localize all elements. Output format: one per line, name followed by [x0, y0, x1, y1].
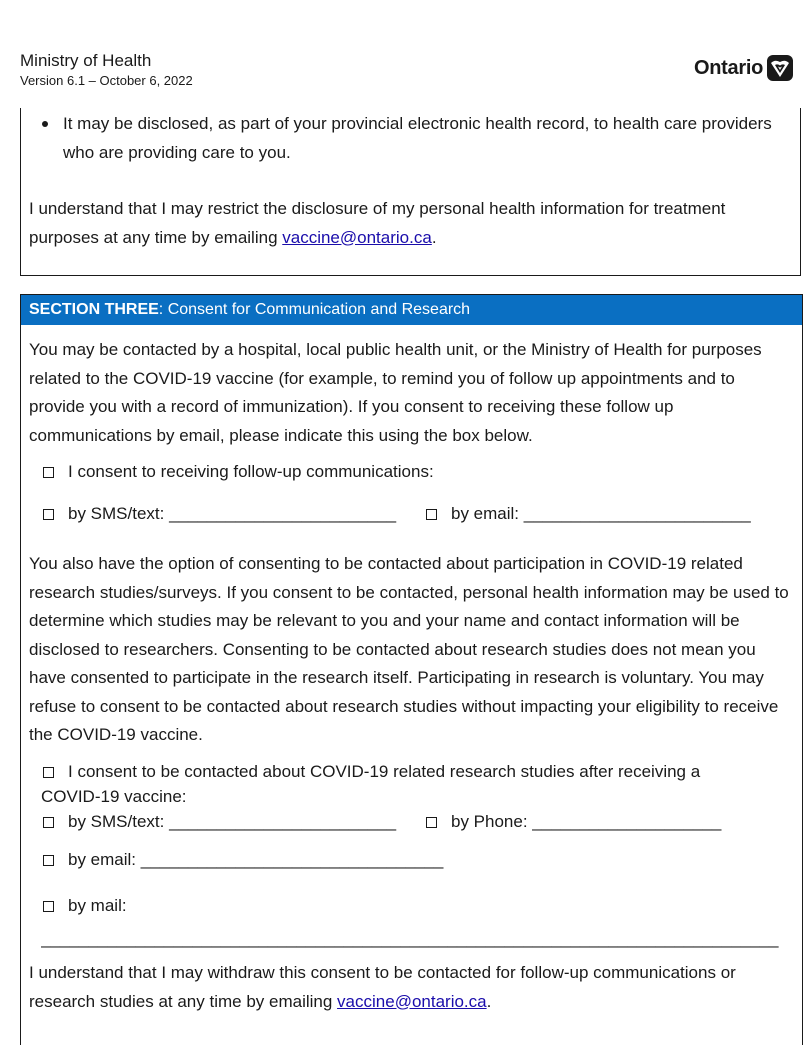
followup-email-row [426, 503, 751, 525]
followup-consent-label: I consent to receiving follow-up communications: [68, 462, 434, 481]
followup-sms-field[interactable]: ________________________ [169, 504, 397, 523]
research-consent-label-line1: I consent to be contacted about COVID-19 related research studies after receiving a [68, 762, 701, 781]
followup-sms-label: by SMS/text: [68, 504, 165, 523]
research-email-row [43, 849, 443, 871]
withdraw-end: . [486, 991, 492, 1011]
research-sms-field[interactable]: ________________________ [169, 812, 397, 831]
withdraw-email-link[interactable]: vaccine@ontario.ca [337, 991, 487, 1011]
bullet-icon [42, 121, 48, 127]
followup-sms-checkbox[interactable] [43, 509, 54, 520]
followup-sms-row [43, 503, 396, 525]
research-mail-field[interactable]: ______________________________________________________________________________ [41, 929, 779, 948]
section-three-box [20, 294, 803, 1045]
restrict-email-link[interactable]: vaccine@ontario.ca [282, 227, 432, 247]
logo-text: Ontario [694, 56, 764, 79]
followup-consent-checkbox[interactable] [43, 467, 54, 478]
research-consent-checkbox[interactable] [43, 767, 54, 778]
communication-intro: You may be contacted by a hospital, local public health unit, or the Ministry of Health for purposes related to the COVID-19 vaccine (for example, to remind you of follow up appointments and to provide you with a record of immunization). If you consent to receiving these follow up communications by email, please indicate this using the box below. [29, 340, 762, 445]
followup-email-label: by email: [451, 504, 520, 523]
section-three-heading [21, 295, 802, 325]
restrict-text: I understand that I may restrict the disclosure of my personal health information for treatment purposes at any time by emailing [29, 199, 726, 247]
research-sms-row [43, 811, 396, 833]
research-intro: You also have the option of consenting to be contacted about participation in COVID-19 related research studies/surveys. If you consent to be contacted, personal health information may be used to determine which studies may be relevant to you and your name and contact information will be disclosed to researchers. Consenting to be contacted about research studies does not mean you have consented to participate in the research itself. Participating in research is voluntary. You may refuse to consent to be contacted about research studies without impacting your eligibility to receive the COVID-19 vaccine. [29, 554, 789, 744]
section-two-continued-box [20, 108, 801, 276]
restrict-end: . [431, 227, 437, 247]
research-sms-label: by SMS/text: [68, 812, 165, 831]
followup-consent-row [43, 461, 434, 483]
section-three-title-rest: : Consent for Communication and Research [158, 301, 471, 318]
ministry-name: Ministry of Health [20, 51, 152, 70]
followup-email-checkbox[interactable] [426, 509, 437, 520]
bullet-text: It may be disclosed, as part of your provincial electronic health record, to health care providers who are providing care to you. [63, 114, 772, 162]
research-email-label: by email: [68, 850, 137, 869]
ontario-logo [694, 54, 793, 82]
followup-email-field[interactable]: ________________________ [523, 504, 751, 523]
withdraw-paragraph [29, 959, 799, 1016]
research-phone-checkbox[interactable] [426, 817, 437, 828]
research-phone-label: by Phone: [451, 812, 528, 831]
version-label: Version 6.1 – October 6, 2022 [20, 73, 193, 88]
research-consent-row [43, 761, 700, 783]
research-phone-row [426, 811, 721, 833]
research-email-field[interactable]: ________________________________ [140, 850, 444, 869]
research-sms-checkbox[interactable] [43, 817, 54, 828]
research-mail-checkbox[interactable] [43, 901, 54, 912]
research-mail-label: by mail: [68, 896, 127, 915]
research-consent-line2: COVID-19 vaccine: [41, 787, 187, 806]
research-phone-field[interactable]: ____________________ [532, 812, 722, 831]
research-mail-row [43, 895, 127, 917]
research-email-checkbox[interactable] [43, 855, 54, 866]
section-three-title-bold: SECTION THREE [29, 301, 159, 318]
withdraw-text: I understand that I may withdraw this consent to be contacted for follow-up communications or research studies at any time by emailing [29, 963, 736, 1011]
restrict-paragraph [29, 195, 789, 252]
ontario-trillium-icon [767, 55, 793, 81]
